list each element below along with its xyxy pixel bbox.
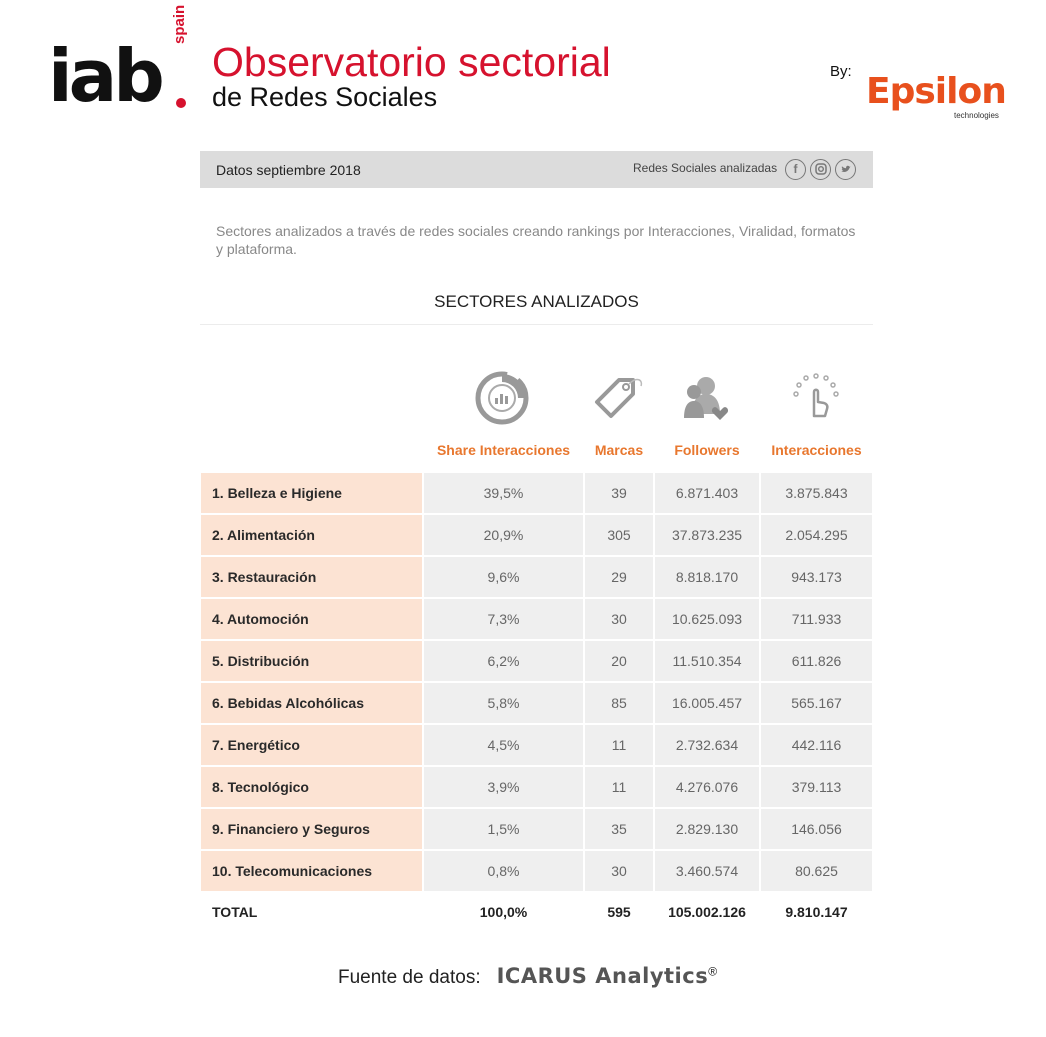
table-row bbox=[200, 851, 873, 891]
column-header-followers: Followers bbox=[674, 442, 740, 458]
marcas-value: 85 bbox=[585, 683, 653, 723]
instagram-icon[interactable] bbox=[810, 159, 831, 180]
interacciones-value: 146.056 bbox=[761, 809, 872, 849]
interacciones-value: 80.625 bbox=[761, 851, 872, 891]
section-title: SECTORES ANALIZADOS bbox=[434, 292, 639, 311]
marcas-value: 35 bbox=[585, 809, 653, 849]
sector-name: 4. Automoción bbox=[201, 599, 422, 639]
interacciones-value: 711.933 bbox=[761, 599, 872, 639]
divider bbox=[200, 324, 873, 325]
total-followers: 105.002.126 bbox=[668, 904, 746, 920]
source-label: Fuente de datos: bbox=[338, 967, 481, 988]
facebook-icon[interactable]: f bbox=[785, 159, 806, 180]
table-row bbox=[200, 683, 873, 723]
share-value: 1,5% bbox=[424, 809, 583, 849]
description: Sectores analizados a través de redes sociales creando rankings por Interacciones, Viralidad, formatos y plataforma. bbox=[216, 223, 856, 257]
followers-value: 16.005.457 bbox=[655, 683, 759, 723]
by-label: By: bbox=[830, 63, 852, 80]
table-row bbox=[200, 725, 873, 765]
followers-value: 3.460.574 bbox=[655, 851, 759, 891]
followers-icon bbox=[676, 370, 736, 426]
registered-mark: ® bbox=[708, 964, 718, 979]
column-header-marcas: Marcas bbox=[594, 442, 644, 458]
marcas-value: 305 bbox=[585, 515, 653, 555]
share-value: 6,2% bbox=[424, 641, 583, 681]
column-header-share: Share Interacciones bbox=[436, 442, 571, 458]
table-row bbox=[200, 767, 873, 807]
marcas-value: 30 bbox=[585, 851, 653, 891]
icarus-logo: ICARUS Analytics bbox=[496, 964, 709, 988]
followers-value: 2.732.634 bbox=[655, 725, 759, 765]
data-date: Datos septiembre 2018 bbox=[216, 162, 361, 178]
epsilon-logo: Epsilon bbox=[866, 71, 1006, 112]
data-source bbox=[338, 964, 717, 989]
column-header-interacciones: Interacciones bbox=[771, 442, 862, 458]
page-subtitle: de Redes Sociales bbox=[212, 82, 438, 112]
followers-value: 2.829.130 bbox=[655, 809, 759, 849]
total-interacciones: 9.810.147 bbox=[785, 904, 848, 920]
followers-value: 8.818.170 bbox=[655, 557, 759, 597]
interacciones-value: 2.054.295 bbox=[761, 515, 872, 555]
page-title: Observatorio sectorial bbox=[212, 39, 611, 85]
interacciones-value: 442.116 bbox=[761, 725, 872, 765]
share-value: 7,3% bbox=[424, 599, 583, 639]
marcas-value: 30 bbox=[585, 599, 653, 639]
share-value: 20,9% bbox=[424, 515, 583, 555]
sector-name: 6. Bebidas Alcohólicas bbox=[201, 683, 422, 723]
sector-name: 8. Tecnológico bbox=[201, 767, 422, 807]
total-row bbox=[200, 892, 873, 932]
networks-label: Redes Sociales analizadas bbox=[633, 161, 778, 175]
sector-name: 3. Restauración bbox=[201, 557, 422, 597]
table-row bbox=[200, 557, 873, 597]
marcas-value: 29 bbox=[585, 557, 653, 597]
twitter-icon[interactable] bbox=[835, 159, 856, 180]
total-label: TOTAL bbox=[212, 904, 258, 920]
followers-value: 6.871.403 bbox=[655, 473, 759, 513]
sector-name: 5. Distribución bbox=[201, 641, 422, 681]
epsilon-logo-sub: technologies bbox=[954, 111, 999, 120]
info-bar bbox=[200, 151, 873, 188]
share-value: 0,8% bbox=[424, 851, 583, 891]
interacciones-value: 943.173 bbox=[761, 557, 872, 597]
share-value: 5,8% bbox=[424, 683, 583, 723]
share-value: 3,9% bbox=[424, 767, 583, 807]
iab-logo-dot bbox=[176, 98, 186, 108]
followers-value: 10.625.093 bbox=[655, 599, 759, 639]
share-value: 39,5% bbox=[424, 473, 583, 513]
interacciones-value: 3.875.843 bbox=[761, 473, 872, 513]
share-value: 4,5% bbox=[424, 725, 583, 765]
followers-value: 37.873.235 bbox=[655, 515, 759, 555]
interacciones-value: 379.113 bbox=[761, 767, 872, 807]
followers-value: 11.510.354 bbox=[655, 641, 759, 681]
table-row bbox=[200, 515, 873, 555]
followers-value: 4.276.076 bbox=[655, 767, 759, 807]
table-row bbox=[200, 473, 873, 513]
table-row bbox=[200, 641, 873, 681]
sector-name: 10. Telecomunicaciones bbox=[201, 851, 422, 891]
sector-name: 7. Energético bbox=[201, 725, 422, 765]
sector-name: 2. Alimentación bbox=[201, 515, 422, 555]
table-row bbox=[200, 599, 873, 639]
sector-name: 1. Belleza e Higiene bbox=[201, 473, 422, 513]
price-tag-icon bbox=[589, 370, 649, 426]
pie-chart-icon bbox=[474, 370, 534, 426]
interacciones-value: 565.167 bbox=[761, 683, 872, 723]
marcas-value: 11 bbox=[585, 725, 653, 765]
marcas-value: 39 bbox=[585, 473, 653, 513]
total-marcas: 595 bbox=[607, 904, 631, 920]
iab-logo-text: iab bbox=[48, 34, 161, 118]
interacciones-value: 611.826 bbox=[761, 641, 872, 681]
table-row bbox=[200, 809, 873, 849]
marcas-value: 20 bbox=[585, 641, 653, 681]
marcas-value: 11 bbox=[585, 767, 653, 807]
sector-name: 9. Financiero y Seguros bbox=[201, 809, 422, 849]
touch-interaction-icon bbox=[786, 370, 846, 426]
share-value: 9,6% bbox=[424, 557, 583, 597]
total-share: 100,0% bbox=[479, 904, 528, 920]
